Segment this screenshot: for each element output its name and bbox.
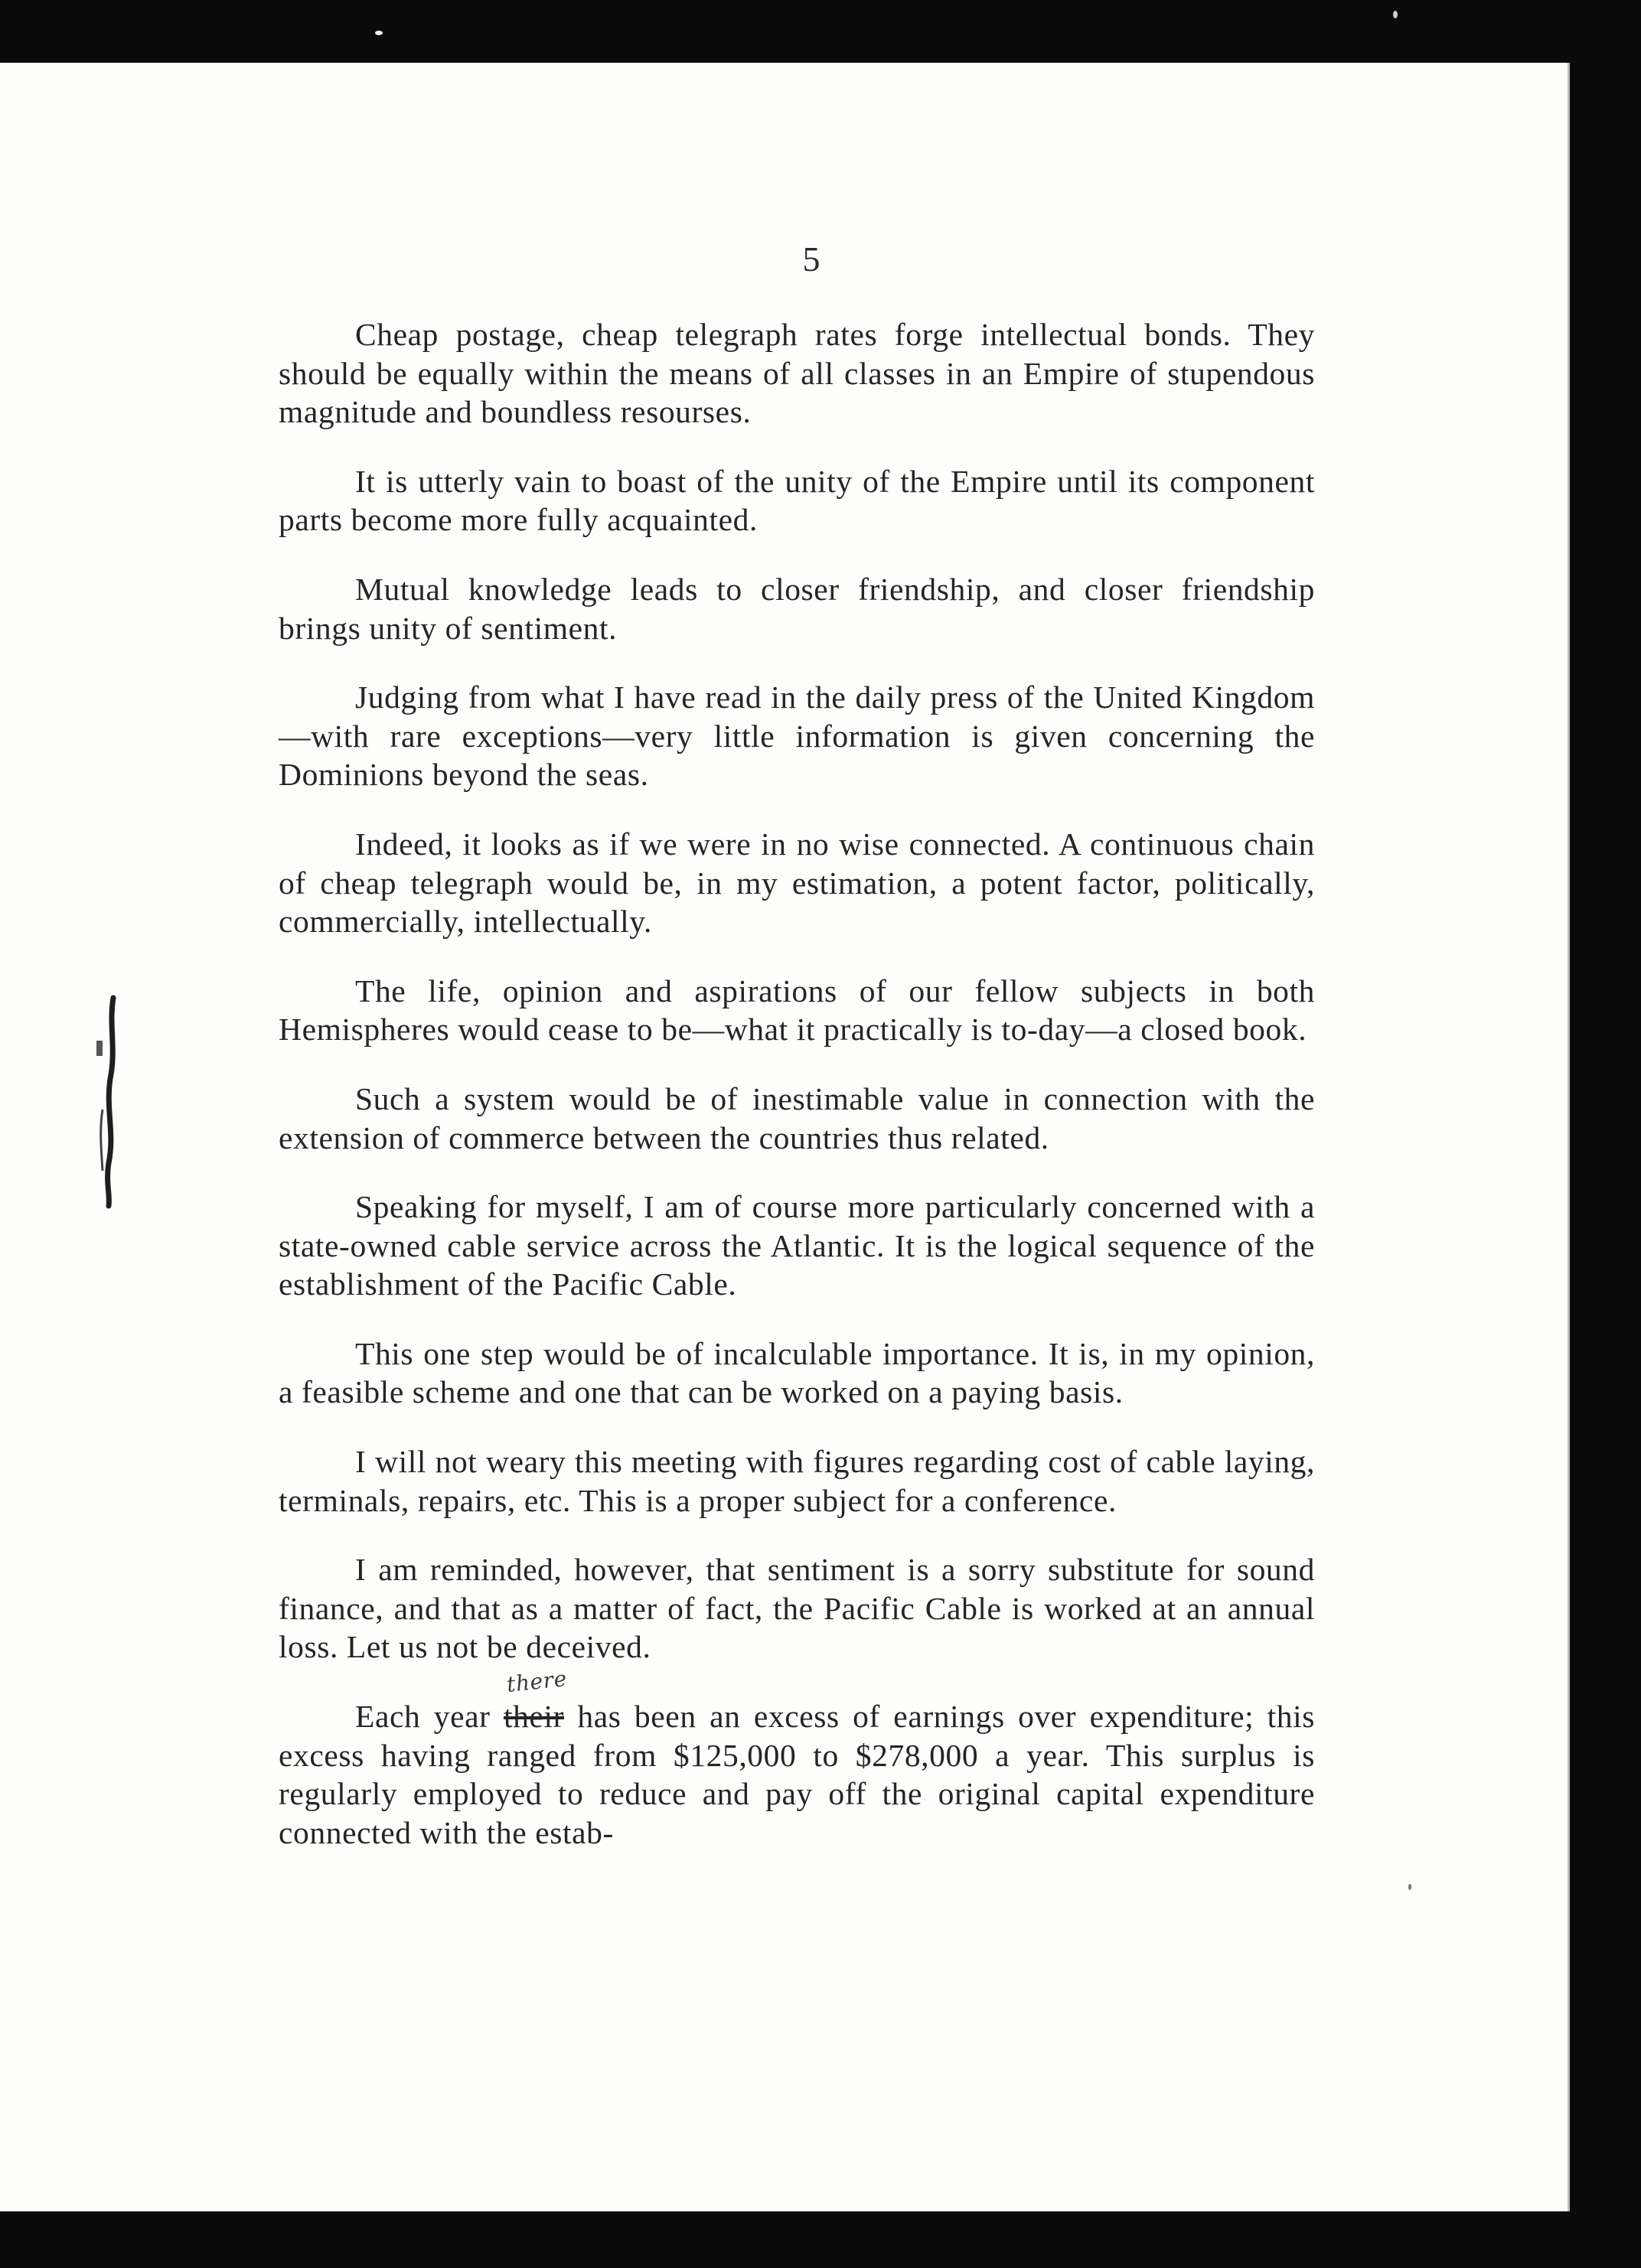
page-edge-shadow [1568, 63, 1570, 2211]
handwritten-correction: there [505, 1666, 569, 1698]
paragraph: Such a system would be of inestimable value in connection with the extension of commerce between the countries thus related. [279, 1080, 1315, 1155]
paragraph-last [279, 1666, 1316, 1852]
page-number: 5 [802, 240, 820, 279]
paragraph-rest: has been an excess of earnings over expenditure; this excess having ranged from $125,000 to $278,000 a year. This surplus is regularly employed to reduce and pay off the original capital expenditure connected with the estab- [279, 1699, 1316, 1850]
paragraph: Judging from what I have read in the daily press of the United Kingdom—with rare exceptions—very little information is given concerning the Dominions beyond the seas. [279, 679, 1315, 793]
binding-clip-icon [86, 995, 132, 1209]
paragraph: I will not weary this meeting with figures regarding cost of cable laying, terminals, repairs, etc. This is a proper subject for a conference. [279, 1444, 1315, 1518]
paragraph: Cheap postage, cheap telegraph rates forge intellectual bonds. They should be equally within the means of all classes in an Empire of stupendous magnitude and boundless resourses. [279, 317, 1315, 430]
paper-speck [375, 31, 383, 35]
paper-speck [1393, 11, 1398, 18]
paragraph: It is utterly vain to boast of the unity of the Empire until its component parts become more fully acquainted. [279, 463, 1315, 538]
document-body [279, 315, 1315, 1852]
struck-word [503, 1666, 569, 1736]
paragraph: Indeed, it looks as if we were in no wise connected. A continuous chain of cheap telegraph would be, in my estimation, a potent factor, politically, commercially, intellectually. [279, 826, 1315, 940]
paragraph: Speaking for myself, I am of course more particularly concerned with a state-owned cable service across the Atlantic. It is the logical sequence of the establishment of the Pacific Cable. [279, 1189, 1315, 1302]
paragraph: This one step would be of incalculable importance. It is, in my opinion, a feasible scheme and one that can be worked on a paying basis. [279, 1335, 1315, 1410]
paper-speck [1408, 1884, 1411, 1890]
paragraph: I am reminded, however, that sentiment is a sorry substitute for sound finance, and that as a matter of fact, the Pacific Cable is worked at an annual loss. Let us not be deceived. [279, 1552, 1315, 1665]
paragraph-start: Each year [355, 1699, 491, 1735]
paragraph: The life, opinion and aspirations of our fellow subjects in both Hemispheres would cease to be—what it practically is to-day—a closed book. [279, 973, 1315, 1048]
struck-word-text: their [503, 1699, 565, 1735]
paragraph: Mutual knowledge leads to closer friendship, and closer friendship brings unity of sentiment. [279, 571, 1315, 646]
